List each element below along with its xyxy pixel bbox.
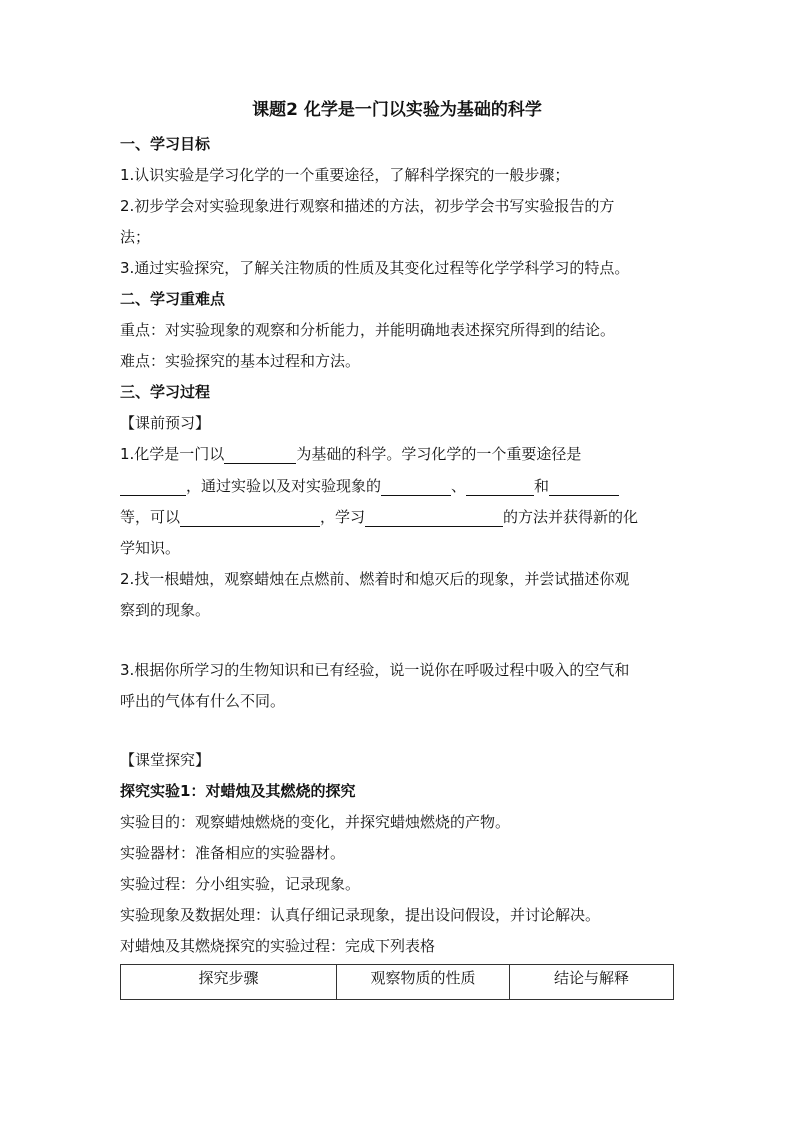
goal-2-line-2: 法； xyxy=(120,228,151,246)
goal-1: 1.认识实验是学习化学的一个重要途径，了解科学探究的一般步骤； xyxy=(120,166,570,184)
question-1-line-4: 学知识。 xyxy=(120,539,181,557)
goal-3: 3.通过实验探究，了解关注物质的性质及其变化过程等化学学科学习的特点。 xyxy=(120,259,630,277)
experiment-table xyxy=(120,964,674,1000)
fill-blank[interactable] xyxy=(549,479,619,496)
table-intro: 对蜡烛及其燃烧探究的实验过程：完成下列表格 xyxy=(120,937,436,955)
q1-text-c3: 的方法并获得新的化 xyxy=(503,508,639,526)
question-1-line-1 xyxy=(120,444,680,464)
experiment-process: 实验过程：分小组实验，记录现象。 xyxy=(120,875,361,893)
q1-text-b1: ，通过实验以及对实验现象的 xyxy=(186,477,382,495)
experiment-equipment: 实验器材：准备相应的实验器材。 xyxy=(120,844,346,862)
process-heading: 三、学习过程 xyxy=(120,383,211,401)
goals-heading: 一、学习目标 xyxy=(120,135,211,153)
table-header-cell: 结论与解释 xyxy=(510,965,674,1000)
question-2-line-1: 2.找一根蜡烛，观察蜡烛在点燃前、燃着时和熄灭后的现象，并尝试描述你观 xyxy=(120,570,630,588)
fill-blank[interactable] xyxy=(120,479,186,496)
fill-blank[interactable] xyxy=(180,510,320,527)
experiment-1-title: 探究实验1：对蜡烛及其燃烧的探究 xyxy=(120,782,356,800)
page-title: 课题2 化学是一门以实验为基础的科学 xyxy=(252,100,542,120)
q1-text-a2: 为基础的科学。学习化学的一个重要途径是 xyxy=(296,445,582,463)
q1-text-b3: 和 xyxy=(534,477,550,495)
experiment-purpose: 实验目的：观察蜡烛燃烧的变化，并探究蜡烛燃烧的产物。 xyxy=(120,813,511,831)
question-1-line-3 xyxy=(120,507,680,527)
table-header-cell: 探究步骤 xyxy=(121,965,337,1000)
q1-text-b2: 、 xyxy=(451,477,467,495)
question-3-line-1: 3.根据你所学习的生物知识和已有经验，说一说你在呼吸过程中吸入的空气和 xyxy=(120,661,630,679)
fill-blank[interactable] xyxy=(381,479,451,496)
key-difficult-heading: 二、学习重难点 xyxy=(120,290,226,308)
question-1-line-2 xyxy=(120,476,680,496)
fill-blank[interactable] xyxy=(365,510,503,527)
q1-text-c1: 等，可以 xyxy=(120,508,181,526)
q1-text-a1: 1.化学是一门以 xyxy=(120,445,225,463)
q1-text-c2: ，学习 xyxy=(320,508,366,526)
goal-2-line-1: 2.初步学会对实验现象进行观察和描述的方法，初步学会书写实验报告的方 xyxy=(120,197,615,215)
key-point: 重点：对实验现象的观察和分析能力，并能明确地表述探究所得到的结论。 xyxy=(120,321,616,339)
class-inquiry-heading: 【课堂探究】 xyxy=(120,751,211,769)
difficult-point: 难点：实验探究的基本过程和方法。 xyxy=(120,352,361,370)
fill-blank[interactable] xyxy=(224,447,296,464)
fill-blank[interactable] xyxy=(466,479,534,496)
question-2-line-2: 察到的现象。 xyxy=(120,601,211,619)
question-3-line-2: 呼出的气体有什么不同。 xyxy=(120,692,286,710)
preview-heading: 【课前预习】 xyxy=(120,414,211,432)
table-header-row xyxy=(121,965,674,1000)
table-header-cell: 观察物质的性质 xyxy=(337,965,510,1000)
experiment-data: 实验现象及数据处理：认真仔细记录现象，提出设问假设，并讨论解决。 xyxy=(120,906,601,924)
